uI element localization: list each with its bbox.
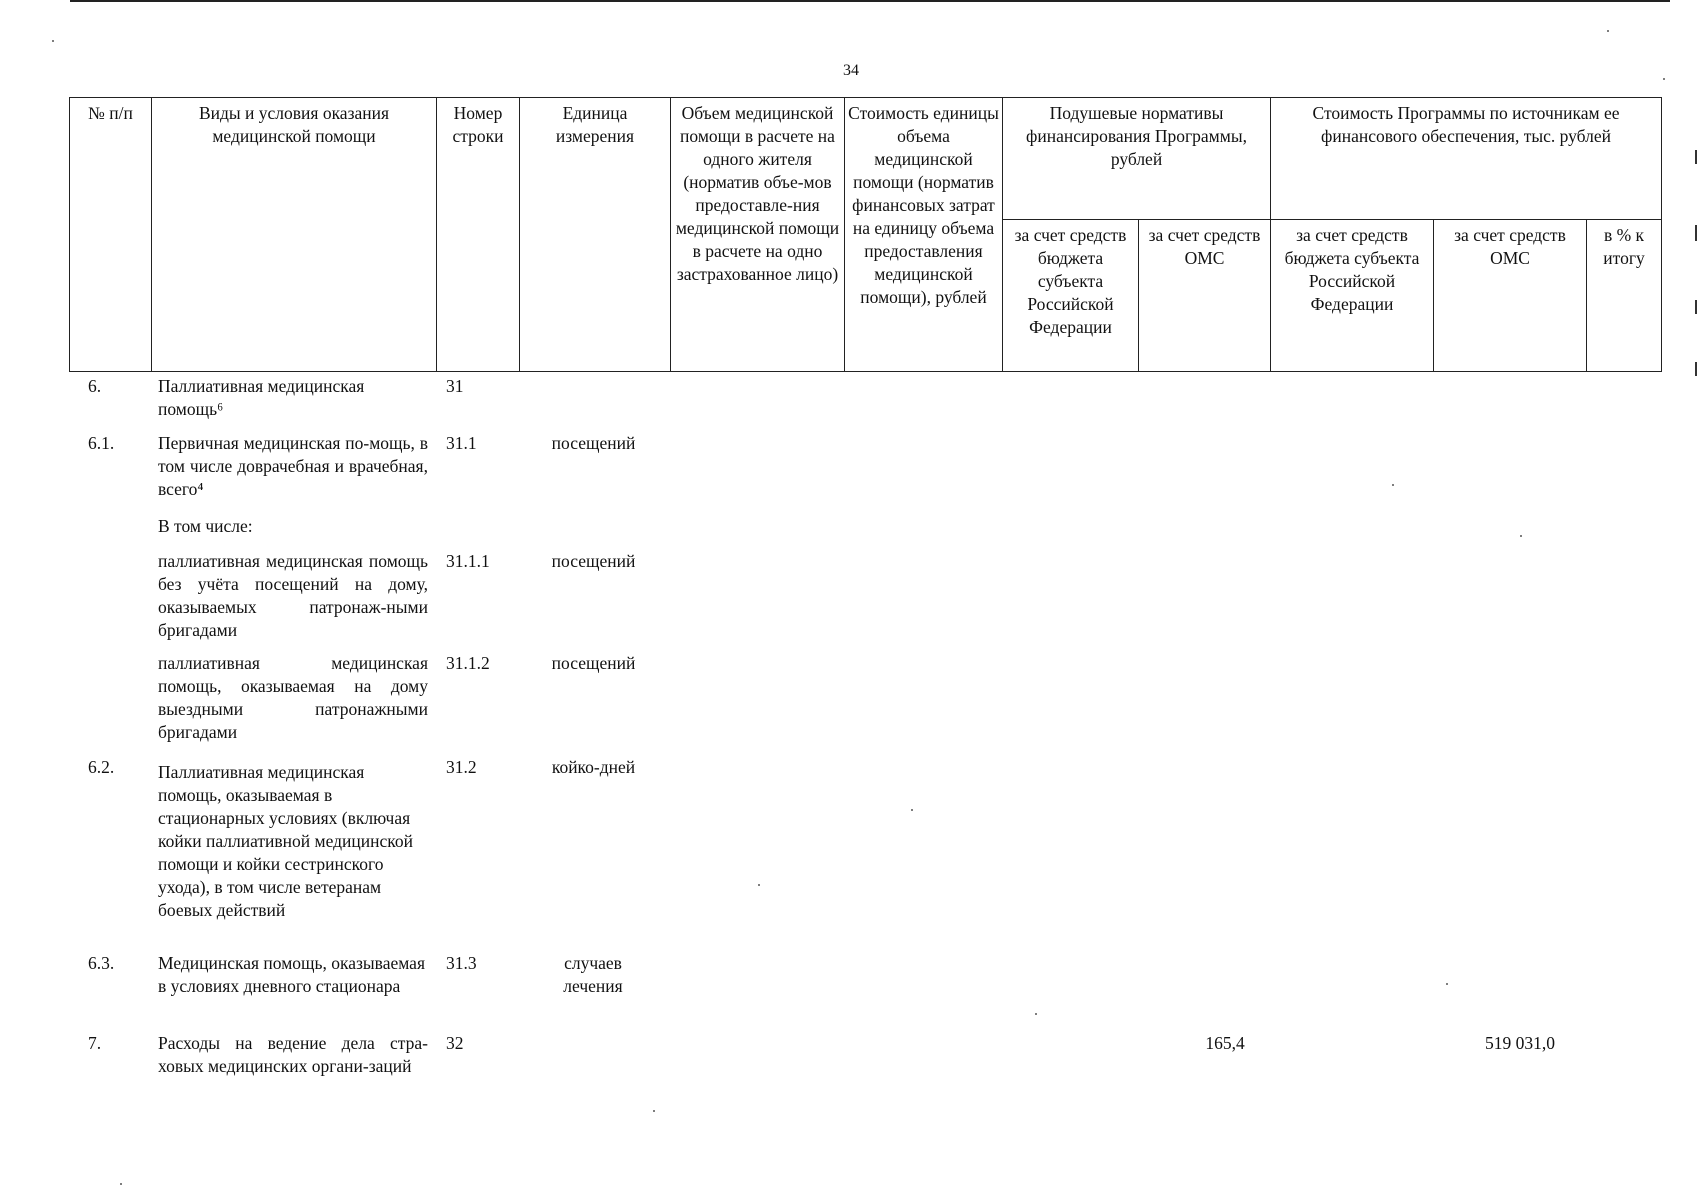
scan-speck [52, 40, 54, 42]
row-num: 6.3. [88, 953, 115, 973]
row-name: В том числе: [158, 516, 253, 536]
scan-speck [911, 809, 913, 811]
header-types: Виды и условия оказания медицинской помощи [152, 98, 437, 372]
row-name: Медицинская помощь, оказываемая в условиях дневного стационара [158, 953, 426, 996]
scan-speck [1520, 535, 1522, 537]
header-volume: Объем медицинской помощи в расчете на одного жителя (норматив объе-мов предоставле-ния медицинской помощи в расчете на одно застрахованное лицо) [671, 98, 845, 372]
row-unit: случаев лечения [563, 953, 623, 996]
row-code: 32 [446, 1033, 464, 1053]
header-program-oms: за счет средств ОМС [1434, 220, 1587, 372]
row-code: 31.1 [446, 433, 477, 453]
header-num: № п/п [70, 98, 152, 372]
row-name: паллиативная медицинская помощь без учёта посещений на дому, оказываемых патронаж-ными бригадами [158, 551, 428, 640]
row-code: 31.1.1 [446, 551, 490, 571]
page-number: 34 [843, 62, 859, 79]
row-name: Паллиативная медицинская помощь, оказываемая в стационарных условиях (включая койки паллиативной медицинской помощи и койки сестринского ухода), в том числе ветеранам боевых действий [158, 762, 414, 920]
percapita-oms-value: 165,4 [1205, 1033, 1245, 1053]
row-unit: койко-дней [551, 757, 636, 777]
row-unit: посещений [551, 433, 636, 453]
program-oms-value: 519 031,0 [1485, 1033, 1555, 1053]
top-rule [70, 0, 1670, 2]
header-percapita-budget: за счет средств бюджета субъекта Российской Федерации [1003, 220, 1139, 372]
row-unit: посещений [551, 653, 636, 673]
table-header [69, 97, 1662, 372]
row-unit: посещений [551, 551, 636, 571]
header-program-group: Стоимость Программы по источникам ее финансового обеспечения, тыс. рублей [1271, 98, 1662, 220]
row-num: 7. [88, 1033, 102, 1053]
header-cost: Стоимость единицы объема медицинской помощи (норматив финансовых затрат на единицу объема предоставления медицинской помощи), рублей [845, 98, 1003, 372]
header-percapita-oms: за счет средств ОМС [1139, 220, 1271, 372]
scan-speck [1392, 484, 1394, 486]
scan-speck [758, 884, 760, 886]
row-code: 31.1.2 [446, 653, 490, 673]
row-name: Первичная медицинская по-мощь, в том числе доврачебная и врачебная, всего⁴ [158, 433, 428, 499]
scan-speck [1035, 1013, 1037, 1015]
row-name: паллиативная медицинская помощь, оказываемая на дому выездными патронажными бригадами [158, 653, 428, 742]
row-name: Паллиативная медицинская помощь⁶ [158, 376, 365, 419]
row-num: 6.2. [88, 757, 115, 777]
header-row-number: Номер строки [437, 98, 520, 372]
scan-speck [1446, 983, 1448, 985]
header-percapita-group: Подушевые нормативы финансирования Программы, рублей [1003, 98, 1271, 220]
header-unit: Единица измерения [520, 98, 671, 372]
header-program-percent: в % к итогу [1587, 220, 1662, 372]
scan-speck [120, 1183, 122, 1185]
row-num: 6.1. [88, 433, 115, 453]
scan-speck [1607, 30, 1609, 32]
scan-speck [1663, 78, 1665, 80]
scan-speck [653, 1110, 655, 1112]
row-num: 6. [88, 376, 102, 396]
row-name: Расходы на ведение дела стра-ховых медицинских органи-заций [158, 1033, 428, 1076]
row-code: 31 [446, 376, 464, 396]
row-code: 31.2 [446, 757, 477, 777]
header-program-budget: за счет средств бюджета субъекта Российской Федерации [1271, 220, 1434, 372]
row-code: 31.3 [446, 953, 477, 973]
